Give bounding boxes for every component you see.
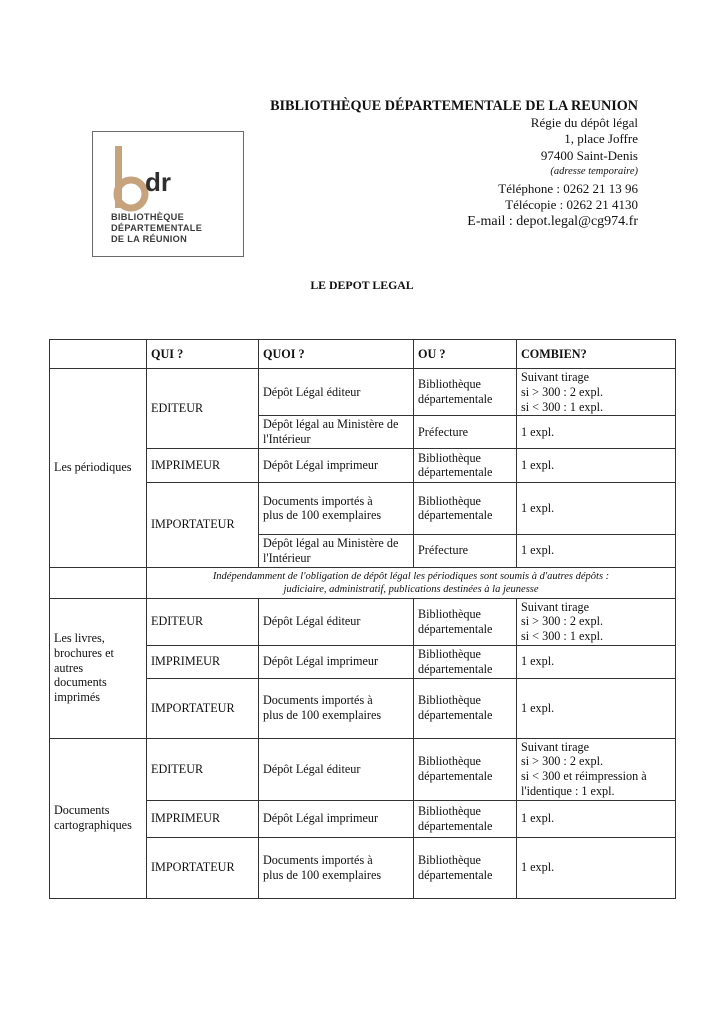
header-phone: Téléphone : 0262 21 13 96 <box>498 180 638 196</box>
text-line: l'identique : 1 expl. <box>521 783 615 798</box>
ou-cell <box>414 369 517 416</box>
qui-cell: IMPRIMEUR <box>147 448 259 482</box>
logo-line-3: DE LA RÉUNION <box>111 234 188 244</box>
text-line: Documents importés à <box>263 693 373 708</box>
text-line: Les livres, <box>54 631 105 646</box>
quoi-cell <box>259 678 414 738</box>
combien-cell: 1 expl. <box>517 416 676 449</box>
note-line: Indépendamment de l'obligation de dépôt légal les périodiques sont soumis à d'autres dépôts : <box>212 570 610 582</box>
qui-cell: EDITEUR <box>147 598 259 645</box>
text-line: l'Intérieur <box>263 432 311 447</box>
header-quoi: QUOI ? <box>259 340 414 369</box>
ou-cell <box>414 837 517 898</box>
logo-letters: dr <box>145 167 171 197</box>
header-ou: OU ? <box>414 340 517 369</box>
category-continuation-cell <box>50 567 147 598</box>
ou-cell <box>414 598 517 645</box>
text-line: Suivant tirage <box>521 599 590 614</box>
text-line: départementale <box>418 661 493 676</box>
text-line: Bibliothèque <box>418 493 481 508</box>
quoi-cell: Dépôt Légal imprimeur <box>259 645 414 678</box>
text-line: départementale <box>418 867 493 882</box>
header-service: Régie du dépôt légal <box>530 114 638 130</box>
text-line: autres <box>54 660 84 675</box>
qui-cell: IMPORTATEUR <box>147 837 259 898</box>
qui-cell: IMPRIMEUR <box>147 800 259 837</box>
header-temp-note: (adresse temporaire) <box>550 166 638 177</box>
qui-cell: IMPORTATEUR <box>147 678 259 738</box>
header-title: BIBLIOTHÈQUE DÉPARTEMENTALE DE LA REUNION <box>270 98 638 114</box>
text-line: Dépôt légal au Ministère de <box>263 417 399 432</box>
text-line: départementale <box>418 508 493 523</box>
text-line: si > 300 : 2 expl. <box>521 614 604 629</box>
text-line: Bibliothèque <box>418 852 481 867</box>
ou-cell <box>414 448 517 482</box>
periodiques-note <box>147 567 676 598</box>
quoi-cell <box>259 837 414 898</box>
text-line: brochures et <box>54 645 114 660</box>
table-row <box>50 738 676 800</box>
text-line: Documents importés à <box>263 493 373 508</box>
combien-cell: 1 expl. <box>517 482 676 534</box>
ou-cell <box>414 482 517 534</box>
quoi-cell: Dépôt Légal éditeur <box>259 369 414 416</box>
ou-cell: Préfecture <box>414 416 517 449</box>
combien-cell: 1 expl. <box>517 678 676 738</box>
table-row <box>50 369 676 416</box>
table-row <box>50 567 676 598</box>
text-line: si < 300 : 1 expl. <box>521 399 604 414</box>
ou-cell <box>414 738 517 800</box>
depot-legal-table <box>49 339 676 899</box>
library-logo <box>92 131 244 257</box>
ou-cell <box>414 678 517 738</box>
combien-cell: 1 expl. <box>517 534 676 567</box>
quoi-cell: Dépôt Légal imprimeur <box>259 448 414 482</box>
text-line: départementale <box>418 621 493 636</box>
combien-cell: 1 expl. <box>517 448 676 482</box>
text-line: imprimés <box>54 690 101 705</box>
header-email: E-mail : depot.legal@cg974.fr <box>467 213 638 229</box>
table-row <box>50 598 676 645</box>
text-line: si > 300 : 2 expl. <box>521 384 604 399</box>
text-line: Suivant tirage <box>521 370 590 384</box>
header-empty-cell <box>50 340 147 369</box>
text-line: Bibliothèque <box>418 803 481 818</box>
category-cartes <box>50 738 147 898</box>
header-qui: QUI ? <box>147 340 259 369</box>
quoi-cell <box>259 534 414 567</box>
header-city: 97400 Saint-Denis <box>540 147 638 163</box>
quoi-cell: Dépôt Légal éditeur <box>259 598 414 645</box>
category-livres <box>50 598 147 738</box>
text-line: Bibliothèque <box>418 377 481 392</box>
text-line: si < 300 : 1 expl. <box>521 629 604 644</box>
text-line: cartographiques <box>54 818 132 833</box>
logo-line-2: DÉPARTEMENTALE <box>111 223 203 233</box>
text-line: Bibliothèque <box>418 450 481 465</box>
text-line: Suivant tirage <box>521 739 590 754</box>
text-line: l'Intérieur <box>263 550 311 565</box>
text-line: départementale <box>418 818 493 833</box>
qui-cell: IMPORTATEUR <box>147 482 259 567</box>
quoi-cell <box>259 482 414 534</box>
quoi-cell: Dépôt Légal éditeur <box>259 738 414 800</box>
text-line: Bibliothèque <box>418 754 481 769</box>
text-line: départementale <box>418 392 493 407</box>
ou-cell <box>414 800 517 837</box>
text-line: si > 300 : 2 expl. <box>521 754 604 769</box>
ou-cell <box>414 645 517 678</box>
qui-cell: EDITEUR <box>147 369 259 449</box>
text-line: Dépôt légal au Ministère de <box>263 535 399 550</box>
combien-cell <box>517 369 676 416</box>
text-line: plus de 100 exemplaires <box>263 867 382 882</box>
header-fax: Télécopie : 0262 21 4130 <box>505 197 638 212</box>
ou-cell: Préfecture <box>414 534 517 567</box>
text-line: plus de 100 exemplaires <box>263 708 382 723</box>
header-combien: COMBIEN? <box>517 340 676 369</box>
text-line: Documents <box>54 803 110 818</box>
logo-line-1: BIBLIOTHÈQUE <box>111 212 185 222</box>
qui-cell: EDITEUR <box>147 738 259 800</box>
document-title: LE DEPOT LEGAL <box>310 278 414 292</box>
text-line: départementale <box>418 708 493 723</box>
note-line: judiciaire, administratif, publications destinées à la jeunesse <box>283 583 539 595</box>
combien-cell <box>517 598 676 645</box>
text-line: Bibliothèque <box>418 606 481 621</box>
text-line: départementale <box>418 769 493 784</box>
quoi-cell: Dépôt Légal imprimeur <box>259 800 414 837</box>
combien-cell: 1 expl. <box>517 800 676 837</box>
text-line: documents <box>54 675 107 690</box>
category-periodiques: Les périodiques <box>50 369 147 568</box>
text-line: Bibliothèque <box>418 646 481 661</box>
table-header-row <box>50 340 676 369</box>
text-line: Bibliothèque <box>418 693 481 708</box>
combien-cell: 1 expl. <box>517 645 676 678</box>
text-line: plus de 100 exemplaires <box>263 508 382 523</box>
qui-cell: IMPRIMEUR <box>147 645 259 678</box>
text-line: Documents importés à <box>263 852 373 867</box>
combien-cell: 1 expl. <box>517 837 676 898</box>
text-line: si < 300 et réimpression à <box>521 769 647 784</box>
header-address <box>270 98 638 230</box>
header-street: 1, place Joffre <box>564 131 638 146</box>
quoi-cell <box>259 416 414 449</box>
text-line: départementale <box>418 465 493 480</box>
combien-cell <box>517 738 676 800</box>
